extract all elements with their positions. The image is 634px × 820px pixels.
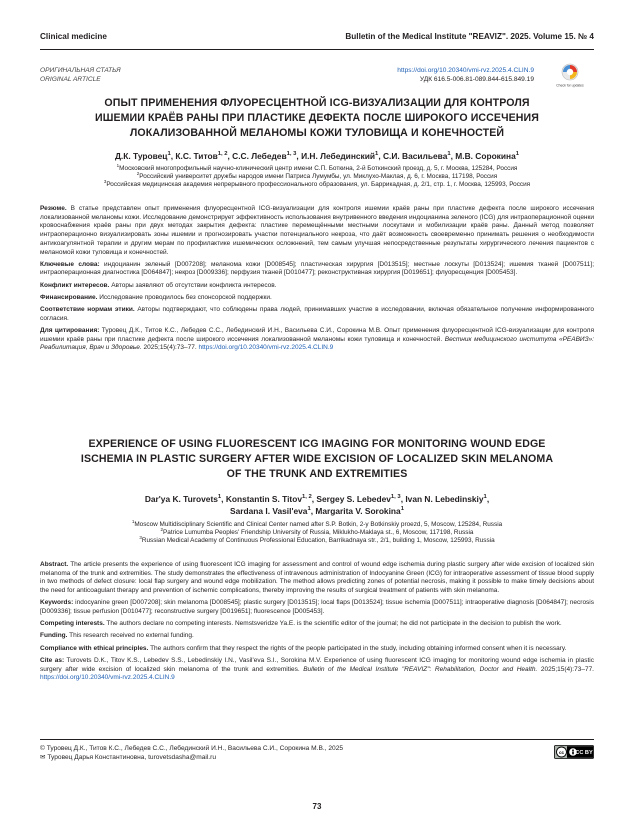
title-en-line-3: OF THE TRUNK AND EXTREMITIES bbox=[226, 468, 408, 480]
authors-ru: Д.К. Туровец$^1$, К.С. Титов$^{1, 2}$, С.С. Лебедев$^{1, 3}$, И.Н. Лебединский$^1$, С.И. Васильева$^1$, М.В. Сорокина$^1$ bbox=[114, 151, 520, 161]
footer-divider bbox=[40, 739, 594, 740]
title-ru-line-3: ЛОКАЛИЗОВАННОЙ МЕЛАНОМЫ КОЖИ ТУЛОВИЩА И КОНЕЧНОСТЕЙ bbox=[129, 127, 505, 139]
svg-text:cc: cc bbox=[558, 750, 565, 755]
affiliation-ru-3: $^3$Российская медицинская академия непрерывного профессионального образования, ул. Баррикадная, д. 2/1, стр. 1, г. Москва, 125993, Россия bbox=[103, 179, 531, 189]
running-header bbox=[40, 32, 594, 46]
footer bbox=[40, 744, 343, 762]
keywords-en: Keywords: indocyanine green [D007208]; skin melanoma [D008545]; plastic surgery [D013515]; local flaps [D013524]; tissue ischemia [D007511]; intraoperative diagnosis [D064847]; necrosis [D009336]; tissue perfusion [D010477]; reconstructive surgery [D019651]; fluorescence [D005453]. bbox=[40, 599, 594, 616]
header-divider bbox=[40, 49, 594, 50]
author-ru-3: С.С. Лебедев$^{1, 3}$ bbox=[232, 151, 297, 161]
summary-ru bbox=[40, 205, 594, 357]
authors-en-line-2: Sardana I. Vasil'eva$^1$, Margarita V. Sorokina$^1$ bbox=[230, 506, 404, 516]
authors-en bbox=[40, 493, 594, 517]
copyright: © Туровец Д.К., Титов К.С., Лебедев С.С., Лебединский И.Н., Васильева С.И., Сорокина М.В., 2025 bbox=[40, 745, 344, 752]
title-en-line-1: EXPERIENCE OF USING FLUORESCENT ICG IMAGING FOR MONITORING WOUND EDGE bbox=[88, 438, 546, 450]
article-type-ru: ОРИГИНАЛЬНАЯ СТАТЬЯ bbox=[40, 67, 121, 74]
article-type-en: ORIGINAL ARTICLE bbox=[40, 76, 101, 83]
authors-en-line-1: Dar'ya K. Turovets$^1$, Konstantin S. Titov$^{1, 2}$, Sergey S. Lebedev$^{1, 3}$, Ivan N. Lebedinskiy$^1$, bbox=[144, 494, 490, 504]
affiliation-en-2: $^2$Patrice Lumumba Peoples' Friendship University of Russia, Miklukho-Maklaya st., 6, Moscow, 117198, Russia bbox=[160, 527, 474, 537]
affiliations-ru bbox=[40, 162, 594, 190]
author-ru-2: К.С. Титов$^{1, 2}$ bbox=[175, 151, 228, 161]
badge-label: Check for updates bbox=[556, 83, 584, 88]
funding-ru: Финансирование. Исследование проводилось без спонсорской поддержки. bbox=[40, 293, 272, 301]
udc-code: УДК 616.5-006.81-089.844-615.849.19 bbox=[419, 76, 534, 83]
author-ru-1: Д.К. Туровец$^1$ bbox=[114, 151, 171, 161]
license-label: CC BY bbox=[575, 750, 593, 757]
affiliation-en-1: $^1$Moscow Multidisciplinary Scientific and Clinical Center named after S.P. Botkin, 2-y Botkinskiy proezd, 5, Moscow, 125284, Russia bbox=[131, 518, 503, 528]
title-ru-line-1: ОПЫТ ПРИМЕНЕНИЯ ФЛУОРЕСЦЕНТНОЙ ICG-ВИЗУАЛИЗАЦИИ ДЛЯ КОНТРОЛЯ bbox=[104, 97, 530, 109]
author-en-2: Konstantin S. Titov$^{1, 2}$ bbox=[225, 494, 312, 504]
title-ru-line-2: ИШЕМИИ КРАЁВ РАНЫ ПРИ ПЛАСТИКЕ ДЕФЕКТА ПОСЛЕ ШИРОКОГО ИССЕЧЕНИЯ bbox=[94, 112, 539, 124]
abstract-en: Abstract. The article presents the experience of using fluorescent ICG imaging for assessment and control of wound edge ischemia during plastic surgery after wide excision of localized skin melanoma of the trunk and extremities. The study demonstrates the effectiveness of intravenous administration of Indocyanine Green (ICG) for intraoperative assessment of tissue blood supply in two methods of defect closure: local flap surgery and wound edge mobilization. The method allows predicting zones of potential necrosis, making it possible to make timely decisions about the need for anticoagulant therapy and prevention of ischemic complications, thereby improving the results of surgical treatment of patients with skin melanoma. bbox=[40, 561, 594, 595]
author-en-3: Sergey S. Lebedev$^{1, 3}$ bbox=[316, 494, 401, 504]
author-en-b-1: Sardana I. Vasil'eva$^1$ bbox=[230, 506, 311, 516]
conflict-ru: Конфликт интересов. Авторы заявляют об отсутствии конфликта интересов. bbox=[40, 281, 277, 289]
abstract-ru: Резюме. В статье представлен опыт применения флуоресцентной ICG-визуализации для контроля ишемии краёв раны при пластике дефекта после широкого иссечения локализованной меланомы кожи. Исследование демонстрирует эффективность использования внутривенного введения индоцианина зеленого (ICG) для интраоперационной оценки кровоснабжения краёв раны при двух методах закрытия дефекта: пластике перемещёнными местными лоскутами и мобилизации краёв раны. Данный метод позволяет интраоперационно визуализировать зоны ишемии и прогнозировать участки потенциального некроза, что даёт возможность своевременно принимать решения о необходимости антикоагулянтной терапии и другим мерам по профилактике ишемических осложнений, тем самым улучшая непосредственные результаты хирургического лечения пациентов с меланомой кожи туловища и конечностей. bbox=[40, 205, 594, 256]
section-name: Clinical medicine bbox=[40, 32, 107, 41]
author-ru-5: С.И. Васильева$^1$ bbox=[382, 151, 451, 161]
affiliation-ru-1: $^1$Московский многопрофильный научно-клинический центр имени С.П. Боткина, 2-й Боткинский проезд, д. 5, г. Москва, 125284, Россия bbox=[116, 162, 518, 172]
author-ru-4: И.Н. Лебединский$^1$ bbox=[301, 151, 379, 161]
citation-ru: Для цитирования: Туровец Д.К., Титов К.С., Лебедев С.С., Лебединский И.Н., Васильева С.И., Сорокина М.В. Опыт применения флуоресцентной ICG-визуализации для контроля ишемии краёв раны при пластике дефекта после широкого иссечения локализованной меланомы кожи туловища и конечностей. Вестник медицинского института «РЕАВИЗ»: Реабилитация, Врач и Здоровье. 2025;15(4):73–77. https://doi.org/10.20340/vmi-rvz.2025.4.CLIN.9 bbox=[40, 326, 594, 352]
summary-en bbox=[40, 561, 594, 686]
competing-en: Competing interests. The authors declare no competing interests. Nemstsveridze Ya.E. is the scientific editor of the journal; he did not participate in the decision to publish the work. bbox=[40, 620, 562, 628]
compliance-en: Compliance with ethical principles. The authors confirm that they respect the rights of the people participated in the study, including obtaining informed consent when it is necessary. bbox=[40, 644, 567, 652]
author-en-1: Dar'ya K. Turovets$^1$ bbox=[144, 494, 222, 504]
funding-en: Funding. This research received no external funding. bbox=[40, 632, 194, 640]
author-en-4: Ivan N. Lebedinskiy$^1$ bbox=[405, 494, 487, 504]
check-for-updates-icon[interactable] bbox=[554, 62, 586, 92]
title-en bbox=[40, 437, 594, 482]
affiliation-ru-2: $^2$Российский университет дружбы народов имени Патриса Лумумбы, ул. Миклухо-Маклая, д. 6, г. Москва, 117198, Россия bbox=[136, 171, 498, 181]
page-number: 73 bbox=[312, 802, 322, 811]
keywords-ru: Ключевые слова: индоцианин зеленый [D007208]; меланома кожи [D008545]; пластическая хирургия [D013515]; местные лоскуты [D013524]; ишемия тканей [D007511]; интраоперационная диагностика [D064847]; некроз [D009336]; перфузия тканей [D010477]; реконструктивная хирургия [D019651]; флуоресценция [D005453]. bbox=[40, 260, 595, 277]
article-meta bbox=[40, 66, 594, 92]
citation-en-doi-link[interactable]: https://doi.org/10.20340/vmi-rvz.2025.4.CLIN.9 bbox=[40, 674, 175, 682]
title-en-line-2: ISCHEMIA IN PLASTIC SURGERY AFTER WIDE EXCISION OF LOCALIZED SKIN MELANOMA bbox=[80, 453, 554, 465]
affiliations-en bbox=[40, 518, 594, 546]
affiliation-en-3: $^3$Russian Medical Academy of Continuous Professional Education, Barrikadnaya str., 2/1, building 1, Moscow, 125993, Russia bbox=[139, 535, 495, 545]
contact-email[interactable]: ✉ Туровец Дарья Константиновна, turovetsdasha@mail.ru bbox=[40, 754, 216, 761]
cc-by-license-icon[interactable] bbox=[554, 745, 594, 759]
citation-ru-doi-link[interactable]: https://doi.org/10.20340/vmi-rvz.2025.4.CLIN.9 bbox=[198, 344, 334, 352]
doi-link[interactable]: https://doi.org/10.20340/vmi-rvz.2025.4.CLIN.9 bbox=[397, 67, 534, 74]
title-ru bbox=[40, 96, 594, 141]
citation-en: Cite as: Turovets D.K., Titov K.S., Lebedev S.S., Lebedinskiy I.N., Vasil'eva S.I., Sorokina M.V. Experience of using fluorescent ICG imaging for monitoring wound edge ischemia in plastic surgery after wide excision of localized skin melanoma of the trunk and extremities. Bulletin of the Medical Institute "REAVIZ": Rehabilitation, Doctor and Health. 2025;15(4):73–77. https://doi.org/10.20340/vmi-rvz.2025.4.CLIN.9 bbox=[40, 656, 594, 682]
author-ru-6: М.В. Сорокина$^1$ bbox=[455, 151, 520, 161]
author-en-b-2: Margarita V. Sorokina$^1$ bbox=[315, 506, 404, 516]
journal-citation: Bulletin of the Medical Institute "REAVIZ". 2025. Volume 15. № 4 bbox=[345, 32, 594, 41]
ethics-ru: Соответствие нормам этики. Авторы подтверждают, что соблюдены права людей, принимавших участие в исследовании, включая обязательное получение информированного согласия. bbox=[40, 306, 594, 322]
